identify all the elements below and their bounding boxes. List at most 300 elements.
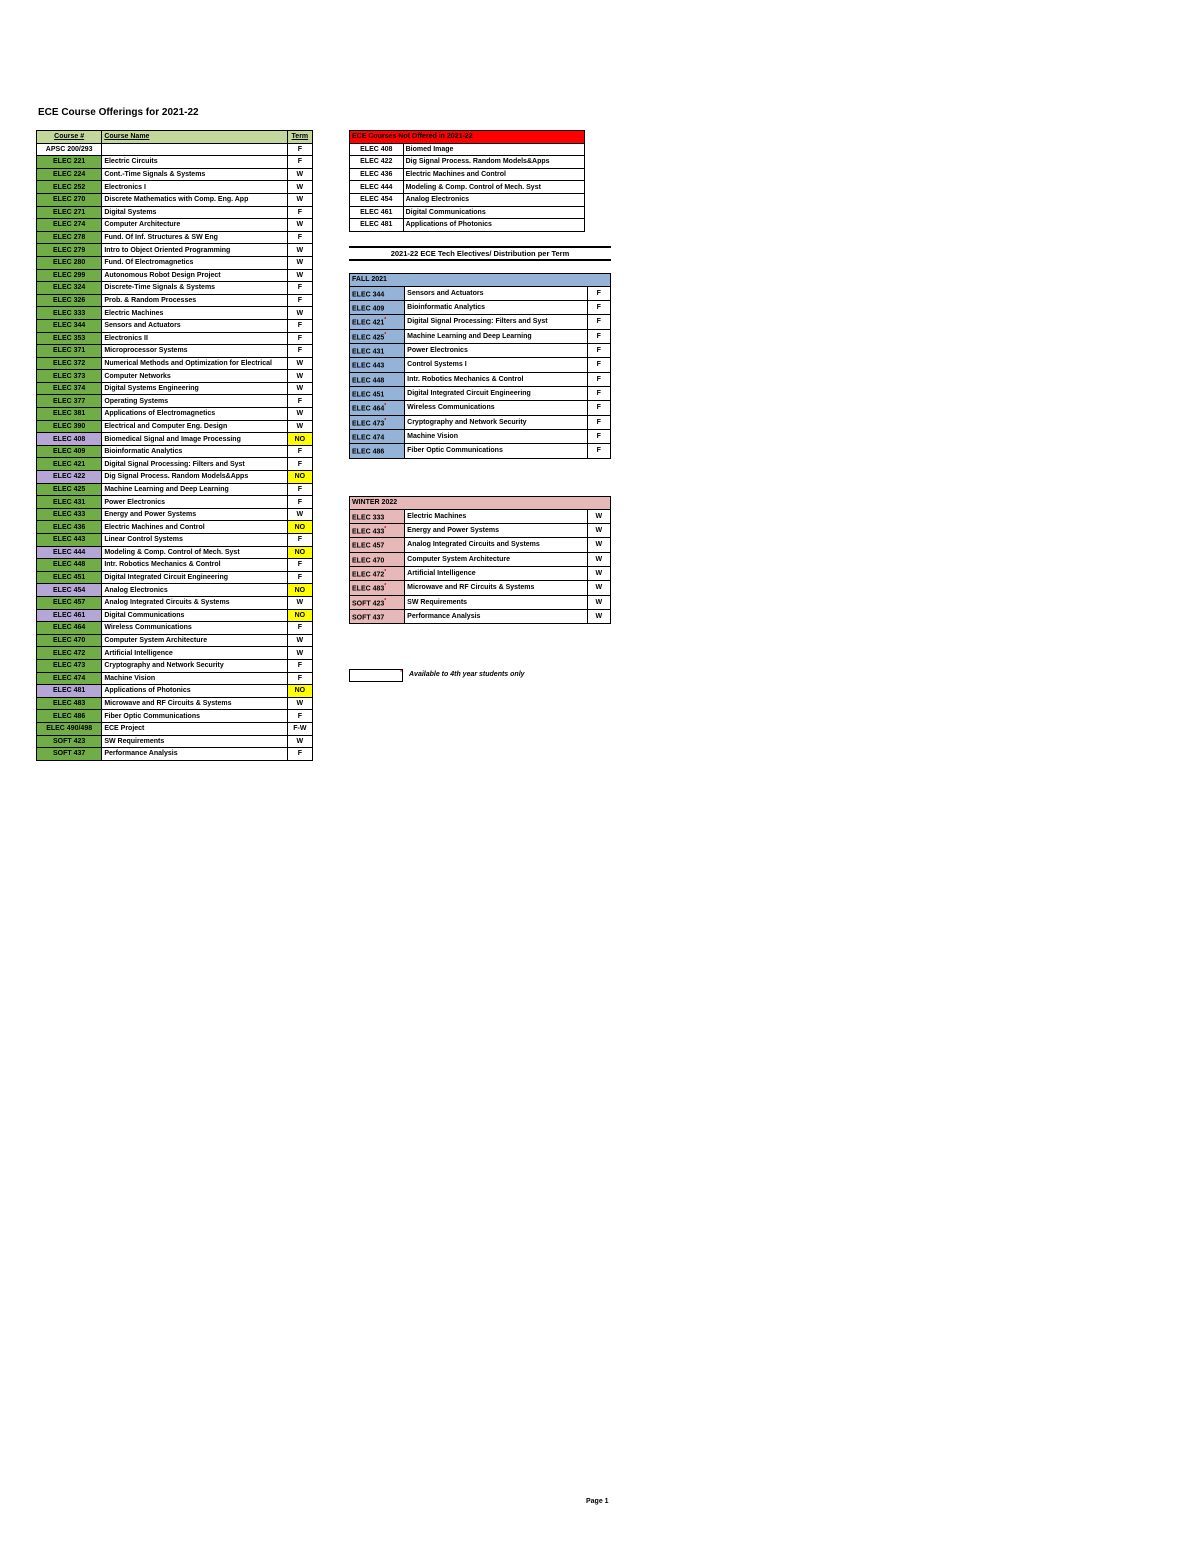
course-code: ELEC 473 [37,659,102,672]
course-name: Analog Electronics [102,584,287,597]
fall-row [350,401,611,415]
course-term: W [287,647,312,660]
course-name: Energy and Power Systems [102,508,287,521]
course-code: ELEC 373 [37,370,102,383]
course-term: W [287,596,312,609]
course-name: Numerical Methods and Optimization for Electrical [102,357,287,370]
course-name: Electronics I [102,181,287,194]
course-code-cell [350,286,405,300]
table-row [37,206,313,219]
course-code: ELEC 454 [350,193,404,206]
course-name: Machine Learning and Deep Learning [405,329,587,343]
course-code: ELEC 409 [352,305,385,313]
course-code: ELEC 374 [37,382,102,395]
table-row [37,483,313,496]
course-code-cell [350,581,405,595]
course-name: Wireless Communications [405,401,587,415]
course-code: ELEC 490/498 [37,722,102,735]
course-name: Microprocessor Systems [102,345,287,358]
course-term: NO [287,584,312,597]
table-row [37,219,313,232]
course-code: ELEC 474 [37,672,102,685]
course-code: ELEC 224 [37,168,102,181]
table-row [37,382,313,395]
course-term: W [287,168,312,181]
course-term: F [287,496,312,509]
course-code: ELEC 481 [37,685,102,698]
course-code: SOFT 437 [352,614,385,622]
table-row [37,471,313,484]
fourth-year-star: * [384,317,387,324]
course-name: Microwave and RF Circuits & Systems [102,697,287,710]
table-row [37,659,313,672]
table-row [37,546,313,559]
course-term: F [287,622,312,635]
course-term: F [587,300,610,314]
course-term: NO [287,471,312,484]
course-code: ELEC 371 [37,345,102,358]
course-name: Energy and Power Systems [405,523,587,537]
course-code-cell [350,372,405,386]
fourth-year-star: * [384,597,387,604]
course-code-cell [350,595,405,609]
course-name: Control Systems I [405,358,587,372]
course-term: F [287,748,312,761]
course-code: ELEC 483 [37,697,102,710]
fourth-year-star: * [384,331,387,338]
course-name: Digital Communications [403,206,584,219]
course-name: Modeling & Comp. Control of Mech. Syst [102,546,287,559]
course-name: Sensors and Actuators [405,286,587,300]
course-term: F-W [287,722,312,735]
course-code: ELEC 448 [37,559,102,572]
course-code: ELEC 473 [352,419,385,427]
course-code: ELEC 470 [352,556,385,564]
course-term: F [287,534,312,547]
course-term: F [587,343,610,357]
winter-row [350,538,611,552]
fall-row [350,386,611,400]
table-row [37,319,313,332]
course-code: ELEC 436 [37,521,102,534]
table-row [37,420,313,433]
course-name: Intr. Robotics Mechanics & Control [102,559,287,572]
course-code: ELEC 431 [37,496,102,509]
course-code: ELEC 444 [350,181,404,194]
course-code: SOFT 423 [352,599,385,607]
course-name: Intro to Object Oriented Programming [102,244,287,257]
course-code: ELEC 270 [37,193,102,206]
course-name: Fiber Optic Communications [405,444,587,458]
course-code-cell [350,401,405,415]
course-term: W [287,697,312,710]
course-term: F [287,483,312,496]
table-row [37,596,313,609]
course-code: ELEC 443 [352,362,385,370]
course-code-cell [350,386,405,400]
course-name: Modeling & Comp. Control of Mech. Syst [403,181,584,194]
course-code: ELEC 326 [37,294,102,307]
course-name: Electric Machines and Control [102,521,287,534]
course-code: ELEC 454 [37,584,102,597]
course-name: Electronics II [102,332,287,345]
course-name: Discrete Mathematics with Comp. Eng. App [102,193,287,206]
course-code: APSC 200/293 [37,143,102,156]
course-code: ELEC 464 [37,622,102,635]
course-code: ELEC 280 [37,256,102,269]
legend-box [349,669,403,682]
course-name: Applications of Photonics [403,219,584,232]
table-row [37,534,313,547]
winter-row [350,595,611,609]
course-name: Computer System Architecture [405,552,587,566]
table-row [37,735,313,748]
winter-row [350,509,611,523]
course-name: Discrete-Time Signals & Systems [102,282,287,295]
course-name: Artificial Intelligence [405,566,587,580]
table-row [37,672,313,685]
course-term: NO [287,521,312,534]
course-name: Bioinformatic Analytics [102,445,287,458]
table-row [37,496,313,509]
table-row [37,584,313,597]
course-name: Digital Integrated Circuit Engineering [405,386,587,400]
course-name: Dig Signal Process. Random Models&Apps [403,156,584,169]
fall-row [350,372,611,386]
course-code: ELEC 472 [352,571,385,579]
table-row [37,748,313,761]
course-name: Sensors and Actuators [102,319,287,332]
course-name: Digital Systems Engineering [102,382,287,395]
fall-row [350,286,611,300]
course-term: F [287,710,312,723]
course-term: W [587,609,610,623]
table-row [37,345,313,358]
table-row [37,244,313,257]
table-row [37,685,313,698]
header-term: Term [287,131,312,144]
course-name [102,143,287,156]
course-term: W [287,370,312,383]
course-name: Microwave and RF Circuits & Systems [405,581,587,595]
course-term: F [287,672,312,685]
table-row [37,697,313,710]
course-name: SW Requirements [102,735,287,748]
not-offered-row [350,181,585,194]
table-row [37,370,313,383]
course-term: F [587,286,610,300]
course-code-cell [350,329,405,343]
course-name: Operating Systems [102,395,287,408]
course-term: W [587,581,610,595]
course-code: ELEC 461 [350,206,404,219]
legend-star: * [400,670,403,676]
course-name: Electric Machines [405,509,587,523]
course-term: W [287,508,312,521]
course-name: Electric Machines [102,307,287,320]
course-term: F [287,458,312,471]
course-code: ELEC 451 [352,391,385,399]
course-name: Autonomous Robot Design Project [102,269,287,282]
course-code: ELEC 409 [37,445,102,458]
winter-row [350,609,611,623]
course-term: NO [287,546,312,559]
course-code: ELEC 433 [37,508,102,521]
course-code: ELEC 433 [352,528,385,536]
table-row [37,269,313,282]
course-term: W [587,523,610,537]
course-term: W [287,181,312,194]
course-code-cell [350,538,405,552]
course-term: W [287,735,312,748]
course-term: F [587,329,610,343]
course-name: Machine Learning and Deep Learning [102,483,287,496]
table-row [37,231,313,244]
course-code: ELEC 448 [352,376,385,384]
not-offered-title: ECE Courses Not Offered in 2021-22 [350,131,585,144]
course-code: ELEC 425 [352,333,385,341]
course-term: W [587,552,610,566]
course-name: Electrical and Computer Eng. Design [102,420,287,433]
course-name: Analog Integrated Circuits & Systems [102,596,287,609]
course-code: ELEC 408 [350,143,404,156]
course-code: ELEC 472 [37,647,102,660]
course-term: F [287,156,312,169]
course-term: F [287,332,312,345]
course-code: ELEC 431 [352,348,385,356]
course-name: Machine Vision [405,429,587,443]
fall-row [350,329,611,343]
fourth-year-star: * [384,525,387,532]
table-row [37,282,313,295]
not-offered-body [350,143,585,231]
course-term: F [587,315,610,329]
course-code: ELEC 372 [37,357,102,370]
course-code: ELEC 221 [37,156,102,169]
course-term: W [287,307,312,320]
course-code-cell [350,415,405,429]
course-name: Digital Integrated Circuit Engineering [102,571,287,584]
not-offered-row [350,156,585,169]
course-code: ELEC 421 [37,458,102,471]
distribution-title: 2021-22 ECE Tech Electives/ Distribution per Term [349,246,611,261]
course-term: W [287,357,312,370]
course-name: Intr. Robotics Mechanics & Control [405,372,587,386]
fourth-year-star: * [384,568,387,575]
course-term: W [287,256,312,269]
course-code: ELEC 279 [37,244,102,257]
course-code: SOFT 437 [37,748,102,761]
winter-body [350,509,611,624]
course-name: Power Electronics [102,496,287,509]
course-code: ELEC 474 [352,434,385,442]
course-term: F [287,395,312,408]
course-code-cell [350,552,405,566]
not-offered-table [349,130,585,232]
course-term: W [287,382,312,395]
course-name: Artificial Intelligence [102,647,287,660]
course-name: Electric Circuits [102,156,287,169]
winter-row [350,523,611,537]
course-name: Linear Control Systems [102,534,287,547]
course-code: ELEC 425 [37,483,102,496]
course-code: ELEC 271 [37,206,102,219]
page-footer: Page 1 [586,1498,609,1505]
table-row [37,408,313,421]
course-term: F [287,559,312,572]
course-code: ELEC 390 [37,420,102,433]
course-term: F [587,444,610,458]
course-term: F [287,294,312,307]
course-term: F [287,206,312,219]
course-code: ELEC 457 [37,596,102,609]
course-code: ELEC 422 [37,471,102,484]
course-code: ELEC 444 [37,546,102,559]
course-name: Dig Signal Process. Random Models&Apps [102,471,287,484]
course-name: Digital Systems [102,206,287,219]
not-offered-row [350,143,585,156]
course-term: F [287,659,312,672]
course-code: ELEC 470 [37,634,102,647]
table-row [37,357,313,370]
fall-row [350,358,611,372]
course-term: W [287,219,312,232]
course-code-cell [350,609,405,623]
course-code: ELEC 436 [350,168,404,181]
course-code: ELEC 353 [37,332,102,345]
table-row [37,307,313,320]
course-name: Fiber Optic Communications [102,710,287,723]
table-row [37,156,313,169]
course-offerings-body [37,143,313,760]
course-name: Computer System Architecture [102,634,287,647]
course-term: W [587,566,610,580]
course-term: F [587,372,610,386]
course-term: W [287,634,312,647]
course-term: F [587,429,610,443]
course-code: ELEC 481 [350,219,404,232]
fall-title: FALL 2021 [350,274,611,287]
fall-row [350,444,611,458]
course-name: Digital Signal Processing: Filters and Syst [102,458,287,471]
course-term: F [587,358,610,372]
table-row [37,722,313,735]
course-code-cell [350,444,405,458]
course-name: Prob. & Random Processes [102,294,287,307]
header-course-number: Course # [37,131,102,144]
fall-row [350,300,611,314]
table-row [37,445,313,458]
course-code: ELEC 381 [37,408,102,421]
winter-table [349,496,611,624]
course-code: ELEC 278 [37,231,102,244]
table-row [37,395,313,408]
table-row [37,559,313,572]
course-name: Biomedical Signal and Image Processing [102,433,287,446]
fourth-year-star: * [384,403,387,410]
fall-table [349,273,611,459]
table-row [37,521,313,534]
table-row [37,647,313,660]
course-name: Analog Electronics [403,193,584,206]
course-code: ELEC 464 [352,405,385,413]
course-name: Digital Signal Processing: Filters and Syst [405,315,587,329]
course-code: ELEC 422 [350,156,404,169]
course-offerings-table [36,130,313,761]
course-code: ELEC 483 [352,585,385,593]
winter-title: WINTER 2022 [350,497,611,510]
course-code: ELEC 377 [37,395,102,408]
course-term: W [587,538,610,552]
course-code-cell [350,300,405,314]
course-name: Performance Analysis [102,748,287,761]
table-row [37,508,313,521]
page-title: ECE Course Offerings for 2021-22 [38,107,199,118]
course-code: SOFT 423 [37,735,102,748]
course-code-cell [350,358,405,372]
course-name: Fund. Of Inf. Structures & SW Eng [102,231,287,244]
fourth-year-star: * [384,583,387,590]
not-offered-row [350,193,585,206]
course-term: NO [287,433,312,446]
course-code: ELEC 443 [37,534,102,547]
course-code-cell [350,429,405,443]
course-term: F [287,231,312,244]
table-header-row [37,131,313,144]
course-code: ELEC 451 [37,571,102,584]
course-code: ELEC 299 [37,269,102,282]
course-term: W [587,509,610,523]
winter-row [350,581,611,595]
course-code: ELEC 486 [37,710,102,723]
fourth-year-star: * [384,417,387,424]
course-term: F [587,415,610,429]
course-name: Fund. Of Electromagnetics [102,256,287,269]
table-row [37,168,313,181]
course-term: F [587,386,610,400]
course-term: W [287,420,312,433]
course-term: W [587,595,610,609]
course-name: Computer Architecture [102,219,287,232]
not-offered-row [350,206,585,219]
fall-body [350,286,611,458]
course-name: Applications of Electromagnetics [102,408,287,421]
table-row [37,571,313,584]
course-code: ELEC 408 [37,433,102,446]
winter-row [350,566,611,580]
course-term: F [587,401,610,415]
course-code-cell [350,343,405,357]
course-code: ELEC 457 [352,542,385,550]
course-term: F [287,282,312,295]
course-name: ECE Project [102,722,287,735]
course-name: Cont.-Time Signals & Systems [102,168,287,181]
table-row [37,634,313,647]
course-code: ELEC 274 [37,219,102,232]
course-name: Computer Networks [102,370,287,383]
course-name: Digital Communications [102,609,287,622]
course-code: ELEC 486 [352,448,385,456]
fall-row [350,315,611,329]
course-term: W [287,244,312,257]
course-term: F [287,571,312,584]
not-offered-row [350,168,585,181]
fall-row [350,429,611,443]
fall-row [350,415,611,429]
course-name: Performance Analysis [405,609,587,623]
course-term: W [287,408,312,421]
table-row [37,433,313,446]
